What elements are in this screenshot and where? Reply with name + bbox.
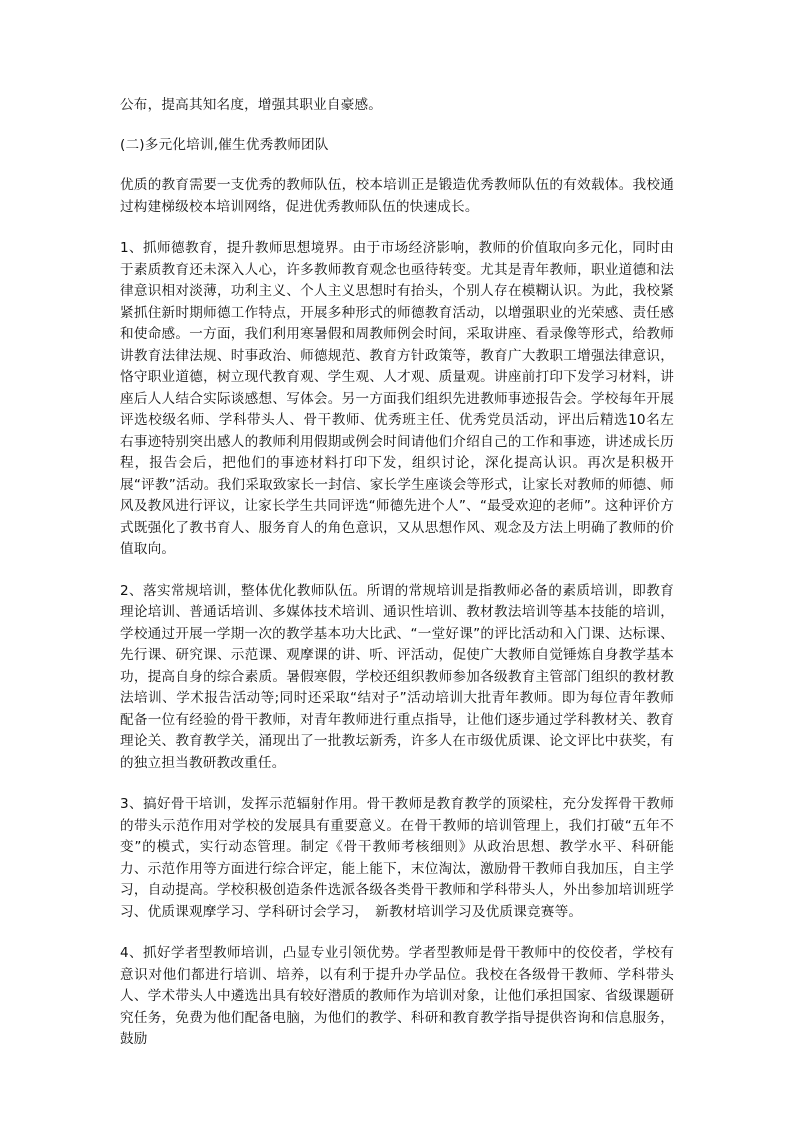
overview-paragraph: 优质的教育需要一支优秀的教师队伍，校本培训正是锻造优秀教师队伍的有效载体。我校通过构建梯级校本培训网络，促进优秀教师队伍的快速成长。 [120,177,674,215]
paragraph-4: 4、抓好学者型教师培训，凸显专业引领优势。学者型教师是骨干教师中的佼佼者，学校有意识对他们都进行培训、培养，以有利于提升办学品位。我校在各级骨干教师、学科带头人、学术带头人中遴选出具有较好潜质的教师作为培训对象，让他们承担国家、省级课题研究任务，免费为他们配备电脑，为他们的教学、科研和教育教学指导提供咨询和信息服务，鼓励 [120,945,674,1047]
intro-line: 公布，提高其知名度，增强其职业自豪感。 [120,97,383,113]
paragraph-2: 2、落实常规培训，整体优化教师队伍。所谓的常规培训是指教师必备的素质培训，即教育理论培训、普通话培训、多媒体技术培训、通识性培训、教材教法培训等基本技能的培训，学校通过开展一学期一次的教学基本功大比武、“一堂好课”的评比活动和入门课、达标课、先行课、研究课、示范课、观摩课的讲、听、评活动，促使广大教师自觉锤炼自身教学基本功，提高自身的综合素质。暑假寒假，学校还组织教师参加各级教育主管部门组织的教材教法培训、学术报告活动等;同时还采取“结对子”活动培训大批青年教师。即为每位青年教师配备一位有经验的骨干教师，对青年教师进行重点指导，让他们逐步通过学科教材关、教育理论关、教育教学关，涌现出了一批教坛新秀，许多人在市级优质课、论文评比中获奖，有的独立担当教研教改重任。 [120,582,674,771]
paragraph-3: 3、搞好骨干培训，发挥示范辐射作用。骨干教师是教育教学的顶梁柱，充分发挥骨干教师的带头示范作用对学校的发展具有重要意义。在骨干教师的培训管理上，我们打破“五年不变”的模式，实行动态管理。制定《骨干教师考核细则》从政治思想、教学水平、科研能力、示范作用等方面进行综合评定，能上能下，末位淘汰，激励骨干教师自我加压，自主学习，自动提高。学校积极创造条件选派各级各类骨干教师和学科带头人，外出参加培训班学习、优质课观摩学习、学科研讨会学习， 新教材培训学习及优质课竞赛等。 [120,796,674,920]
section-heading: (二)多元化培训,催生优秀教师团队 [120,136,329,153]
paragraph-1: 1、抓师德教育，提升教师思想境界。由于市场经济影响，教师的价值取向多元化，同时由于素质教育还未深入人心，许多教师教育观念也亟待转变。尤其是青年教师，职业道德和法律意识相对淡薄，功利主义、个人主义思想时有抬头，个别人存在模糊认识。为此，我校紧紧抓住新时期师德工作特点，开展多种形式的师德教育活动，以增强职业的光荣感、责任感和使命感。一方面，我们利用寒暑假和周教师例会时间，采取讲座、看录像等形式，给教师讲教育法律法规、时事政治、师德规范、教育方针政策等，教育广大教职工增强法律意识，恪守职业道德，树立现代教育观、学生观、人才观、质量观。讲座前打印下发学习材料，讲座后人人结合实际谈感想、写体会。另一方面我们组织先进教师事迹报告会。学校每年开展评选校级名师、学科带头人、骨干教师、优秀班主任、优秀党员活动，评出后精选10名左右事迹特别突出感人的教师利用假期或例会时间请他们介绍自己的工作和事迹，讲述成长历程，报告会后，把他们的事迹材料打印下发，组织讨论，深化提高认识。再次是积极开展“评教”活动。我们采取致家长一封信、家长学生座谈会等形式，让家长对教师的师德、师风及教风进行评议，让家长学生共同评选“师德先进个人”、“最受欢迎的老师”。这种评价方式既强化了教书育人、服务育人的角色意识，又从思想作风、观念及方法上明确了教师的价值取向。 [120,240,674,557]
